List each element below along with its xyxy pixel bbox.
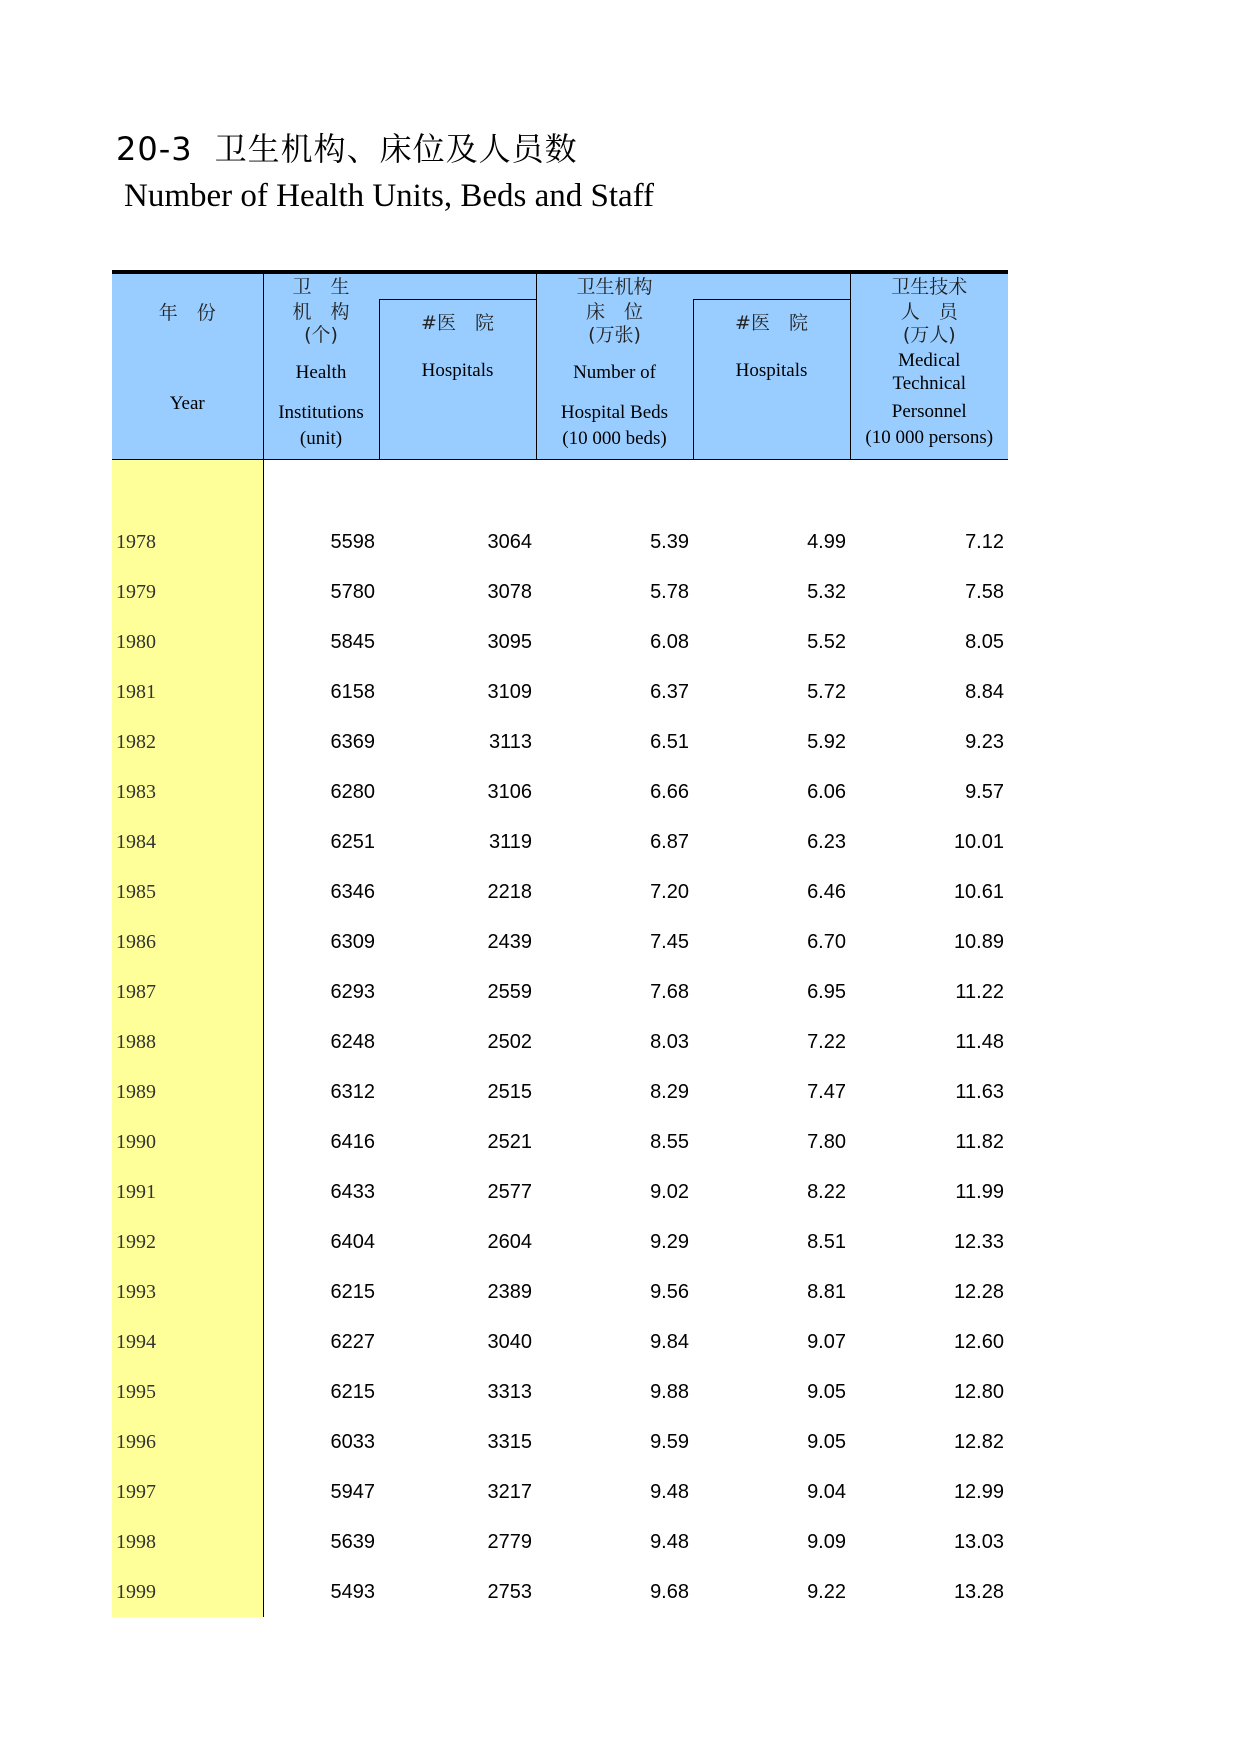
hospitals-cell: 2218 bbox=[487, 880, 532, 903]
beds-cell: 5.78 bbox=[650, 580, 689, 603]
header-hospital-beds bbox=[536, 272, 693, 460]
personnel-cell: 12.33 bbox=[953, 1230, 1004, 1253]
title-zh-text: 卫生机构、床位及人员数 bbox=[214, 130, 578, 168]
hospital-beds-cell: 8.81 bbox=[807, 1280, 846, 1303]
institutions-cell: 6293 bbox=[330, 980, 375, 1003]
beds-cell: 9.48 bbox=[650, 1480, 689, 1503]
beds-cell: 9.48 bbox=[650, 1530, 689, 1553]
table-row bbox=[112, 567, 1008, 617]
header-staff-zh3: (万人) bbox=[902, 324, 956, 346]
hospital-beds-cell: 7.22 bbox=[807, 1030, 846, 1053]
beds-cell: 7.68 bbox=[650, 980, 689, 1003]
hospital-beds-cell: 8.51 bbox=[807, 1230, 846, 1253]
institutions-cell: 6280 bbox=[330, 780, 375, 803]
hospitals-cell: 2389 bbox=[487, 1280, 532, 1303]
personnel-cell: 7.58 bbox=[965, 580, 1004, 603]
hospitals-cell: 2521 bbox=[487, 1130, 532, 1153]
personnel-cell: 9.57 bbox=[965, 780, 1004, 803]
table-row bbox=[112, 817, 1008, 867]
beds-cell: 6.37 bbox=[650, 680, 689, 703]
table-row bbox=[112, 1117, 1008, 1167]
header-staff-zh1: 卫生技术 bbox=[891, 276, 968, 298]
year-cell: 1991 bbox=[112, 1167, 263, 1217]
year-cell: 1978 bbox=[112, 517, 263, 567]
hospitals-cell: 2515 bbox=[487, 1080, 532, 1103]
institutions-cell: 6433 bbox=[330, 1180, 375, 1203]
header-hospitals-1 bbox=[379, 300, 536, 460]
hospital-beds-cell: 5.32 bbox=[807, 580, 846, 603]
hospital-beds-cell: 8.22 bbox=[807, 1180, 846, 1203]
hospitals-cell: 3217 bbox=[487, 1480, 532, 1503]
hospital-beds-cell: 9.07 bbox=[807, 1330, 846, 1353]
institutions-cell: 6369 bbox=[330, 730, 375, 753]
hospital-beds-cell: 6.06 bbox=[807, 780, 846, 803]
year-cell: 1990 bbox=[112, 1117, 263, 1167]
hospital-beds-cell: 6.95 bbox=[807, 980, 846, 1003]
table-number: 20-3 bbox=[116, 130, 193, 168]
year-cell: 1992 bbox=[112, 1217, 263, 1267]
year-cell: 1983 bbox=[112, 767, 263, 817]
year-cell: 1987 bbox=[112, 967, 263, 1017]
year-cell: 1988 bbox=[112, 1017, 263, 1067]
hospitals-cell: 3106 bbox=[487, 780, 532, 803]
header-beds-zh3: (万张) bbox=[588, 324, 641, 346]
personnel-cell: 8.84 bbox=[965, 680, 1004, 703]
table-row bbox=[112, 717, 1008, 767]
hospital-beds-cell: 9.09 bbox=[807, 1530, 846, 1553]
header-hospitals-2 bbox=[693, 300, 850, 460]
hospitals-cell: 3109 bbox=[487, 680, 532, 703]
hospitals-cell: 3040 bbox=[487, 1330, 532, 1353]
beds-cell: 6.66 bbox=[650, 780, 689, 803]
institutions-cell: 6227 bbox=[330, 1330, 375, 1353]
hospital-beds-cell: 7.47 bbox=[807, 1080, 846, 1103]
hospital-beds-cell: 6.46 bbox=[807, 880, 846, 903]
header-inst-zh3: (个) bbox=[304, 324, 338, 346]
header-inst-en1: Health bbox=[295, 362, 347, 383]
hospitals-cell: 2753 bbox=[487, 1580, 532, 1603]
year-cell: 1980 bbox=[112, 617, 263, 667]
header-beds-en2: Hospital Beds bbox=[560, 402, 669, 423]
hospital-beds-cell: 7.80 bbox=[807, 1130, 846, 1153]
personnel-cell: 11.48 bbox=[955, 1030, 1004, 1053]
personnel-cell: 11.99 bbox=[955, 1180, 1004, 1203]
beds-cell: 9.84 bbox=[650, 1330, 689, 1353]
hospital-beds-cell: 5.92 bbox=[807, 730, 846, 753]
year-cell: 1994 bbox=[112, 1317, 263, 1367]
hospital-beds-cell: 9.22 bbox=[807, 1580, 846, 1603]
table-row bbox=[112, 1467, 1008, 1517]
hospital-beds-cell: 6.70 bbox=[807, 930, 846, 953]
beds-cell: 9.88 bbox=[650, 1380, 689, 1403]
institutions-cell: 6215 bbox=[330, 1380, 375, 1403]
header-staff-en4: (10 000 persons) bbox=[865, 427, 994, 448]
beds-cell: 7.45 bbox=[650, 930, 689, 953]
table-row bbox=[112, 1417, 1008, 1467]
beds-cell: 9.02 bbox=[650, 1180, 689, 1203]
hospitals-cell: 2604 bbox=[487, 1230, 532, 1253]
year-cell: 1997 bbox=[112, 1467, 263, 1517]
personnel-cell: 13.03 bbox=[953, 1530, 1004, 1553]
header-blank-1 bbox=[379, 272, 536, 300]
institutions-cell: 6158 bbox=[330, 680, 375, 703]
hospitals-cell: 2502 bbox=[487, 1030, 532, 1053]
data-table bbox=[112, 270, 1008, 1617]
personnel-cell: 10.01 bbox=[953, 830, 1004, 853]
hospitals-cell: 3113 bbox=[488, 730, 532, 753]
header-staff-zh2: 人 员 bbox=[900, 301, 958, 323]
hospitals-cell: 2439 bbox=[487, 930, 532, 953]
year-cell: 1996 bbox=[112, 1417, 263, 1467]
table-row bbox=[112, 667, 1008, 717]
year-cell-blank bbox=[112, 460, 263, 518]
header-hosp1-zh: #医 院 bbox=[421, 312, 494, 334]
institutions-cell: 6416 bbox=[330, 1130, 375, 1153]
header-hosp1-en: Hospitals bbox=[421, 360, 494, 381]
personnel-cell: 7.12 bbox=[965, 530, 1004, 553]
hospital-beds-cell: 6.23 bbox=[807, 830, 846, 853]
page-title-zh bbox=[116, 124, 578, 170]
header-inst-en3: (unit) bbox=[299, 428, 343, 449]
personnel-cell: 8.05 bbox=[965, 630, 1004, 653]
header-staff-en1: Medical bbox=[898, 350, 961, 371]
page-title-en: Number of Health Units, Beds and Staff bbox=[124, 178, 655, 214]
header-personnel bbox=[850, 272, 1008, 460]
institutions-cell: 6309 bbox=[330, 930, 375, 953]
table-row bbox=[112, 1567, 1008, 1617]
data-table-container bbox=[112, 270, 1008, 1617]
year-cell: 1982 bbox=[112, 717, 263, 767]
personnel-cell: 12.80 bbox=[953, 1380, 1004, 1403]
beds-cell: 8.03 bbox=[650, 1030, 689, 1053]
hospital-beds-cell: 4.99 bbox=[807, 530, 846, 553]
header-hosp2-en: Hospitals bbox=[735, 360, 808, 381]
institutions-cell: 5598 bbox=[330, 530, 375, 553]
personnel-cell: 10.61 bbox=[953, 880, 1004, 903]
hospital-beds-cell: 9.05 bbox=[807, 1380, 846, 1403]
beds-cell: 9.68 bbox=[650, 1580, 689, 1603]
personnel-cell: 12.82 bbox=[953, 1430, 1004, 1453]
year-cell: 1979 bbox=[112, 567, 263, 617]
header-inst-zh2: 机 构 bbox=[292, 301, 350, 323]
table-header bbox=[112, 272, 1008, 460]
personnel-cell: 12.28 bbox=[953, 1280, 1004, 1303]
header-blank-2 bbox=[693, 272, 850, 300]
header-year bbox=[112, 272, 263, 460]
table-row bbox=[112, 1067, 1008, 1117]
beds-cell: 8.29 bbox=[650, 1080, 689, 1103]
table-row bbox=[112, 517, 1008, 567]
header-year-zh: 年 份 bbox=[158, 302, 216, 324]
header-staff-en3: Personnel bbox=[891, 401, 967, 422]
beds-cell: 7.20 bbox=[650, 880, 689, 903]
institutions-cell: 6312 bbox=[330, 1080, 375, 1103]
personnel-cell: 10.89 bbox=[953, 930, 1004, 953]
hospital-beds-cell: 9.05 bbox=[807, 1430, 846, 1453]
year-cell: 1984 bbox=[112, 817, 263, 867]
beds-cell: 6.87 bbox=[650, 830, 689, 853]
blank-cell bbox=[379, 460, 536, 518]
spacer-row bbox=[112, 460, 1008, 518]
year-cell: 1989 bbox=[112, 1067, 263, 1117]
header-inst-zh1: 卫 生 bbox=[292, 276, 350, 298]
institutions-cell: 5639 bbox=[330, 1530, 375, 1553]
beds-cell: 9.56 bbox=[650, 1280, 689, 1303]
table-row bbox=[112, 1267, 1008, 1317]
year-cell: 1998 bbox=[112, 1517, 263, 1567]
hospitals-cell: 3064 bbox=[487, 530, 532, 553]
hospitals-cell: 3313 bbox=[487, 1380, 532, 1403]
hospital-beds-cell: 5.52 bbox=[807, 630, 846, 653]
table-row bbox=[112, 617, 1008, 667]
personnel-cell: 12.60 bbox=[953, 1330, 1004, 1353]
year-cell: 1981 bbox=[112, 667, 263, 717]
beds-cell: 9.59 bbox=[650, 1430, 689, 1453]
hospital-beds-cell: 9.04 bbox=[807, 1480, 846, 1503]
table-row bbox=[112, 917, 1008, 967]
header-beds-zh1: 卫生机构 bbox=[576, 276, 653, 298]
table-row bbox=[112, 1367, 1008, 1417]
personnel-cell: 11.22 bbox=[955, 980, 1004, 1003]
table-row bbox=[112, 767, 1008, 817]
institutions-cell: 6346 bbox=[330, 880, 375, 903]
blank-cell bbox=[850, 460, 1008, 518]
table-row bbox=[112, 967, 1008, 1017]
header-beds-zh2: 床 位 bbox=[585, 301, 643, 323]
institutions-cell: 5493 bbox=[330, 1580, 375, 1603]
table-row bbox=[112, 1017, 1008, 1067]
header-staff-en2: Technical bbox=[892, 373, 967, 394]
personnel-cell: 12.99 bbox=[953, 1480, 1004, 1503]
hospitals-cell: 2559 bbox=[487, 980, 532, 1003]
blank-cell bbox=[536, 460, 693, 518]
header-year-en: Year bbox=[169, 393, 205, 414]
institutions-cell: 5780 bbox=[330, 580, 375, 603]
hospitals-cell: 3095 bbox=[487, 630, 532, 653]
personnel-cell: 11.82 bbox=[955, 1130, 1004, 1153]
year-cell: 1985 bbox=[112, 867, 263, 917]
table-row bbox=[112, 1517, 1008, 1567]
institutions-cell: 5845 bbox=[330, 630, 375, 653]
table-row bbox=[112, 1217, 1008, 1267]
hospitals-cell: 3119 bbox=[488, 830, 532, 853]
blank-cell bbox=[693, 460, 850, 518]
table-row bbox=[112, 867, 1008, 917]
hospitals-cell: 2577 bbox=[487, 1180, 532, 1203]
year-cell: 1995 bbox=[112, 1367, 263, 1417]
table-row bbox=[112, 1317, 1008, 1367]
institutions-cell: 6215 bbox=[330, 1280, 375, 1303]
institutions-cell: 6033 bbox=[330, 1430, 375, 1453]
personnel-cell: 13.28 bbox=[953, 1580, 1004, 1603]
year-cell: 1999 bbox=[112, 1567, 263, 1617]
year-cell: 1986 bbox=[112, 917, 263, 967]
personnel-cell: 11.63 bbox=[955, 1080, 1004, 1103]
hospitals-cell: 2779 bbox=[487, 1530, 532, 1553]
header-hosp2-zh: #医 院 bbox=[735, 312, 808, 334]
institutions-cell: 6248 bbox=[330, 1030, 375, 1053]
table-body bbox=[112, 460, 1008, 1618]
hospitals-cell: 3315 bbox=[487, 1430, 532, 1453]
blank-cell bbox=[263, 460, 379, 518]
header-beds-en3: (10 000 beds) bbox=[562, 428, 667, 449]
beds-cell: 9.29 bbox=[650, 1230, 689, 1253]
hospitals-cell: 3078 bbox=[487, 580, 532, 603]
year-cell: 1993 bbox=[112, 1267, 263, 1317]
institutions-cell: 5947 bbox=[330, 1480, 375, 1503]
personnel-cell: 9.23 bbox=[965, 730, 1004, 753]
header-beds-en1: Number of bbox=[573, 362, 656, 383]
hospital-beds-cell: 5.72 bbox=[807, 680, 846, 703]
beds-cell: 6.08 bbox=[650, 630, 689, 653]
beds-cell: 6.51 bbox=[650, 730, 689, 753]
institutions-cell: 6251 bbox=[330, 830, 375, 853]
table-row bbox=[112, 1167, 1008, 1217]
header-inst-en2: Institutions bbox=[278, 402, 364, 423]
institutions-cell: 6404 bbox=[330, 1230, 375, 1253]
beds-cell: 8.55 bbox=[650, 1130, 689, 1153]
beds-cell: 5.39 bbox=[650, 530, 689, 553]
header-health-institutions bbox=[263, 272, 379, 460]
